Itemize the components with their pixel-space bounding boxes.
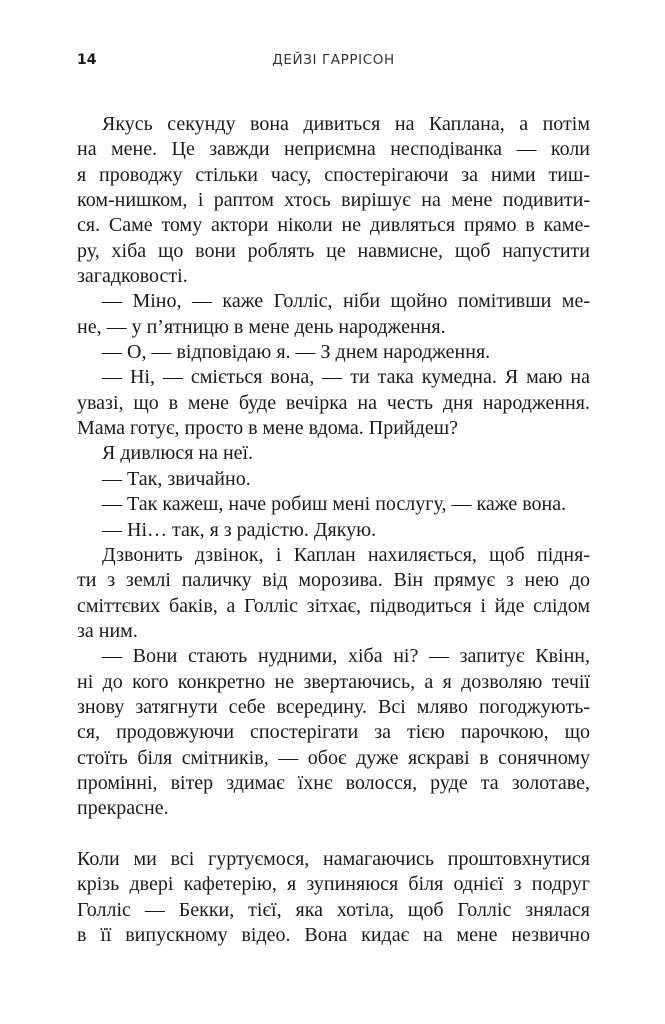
text-line: ся, продовжуючи спостерігати за тією парочкою, що: [77, 721, 590, 744]
text-line: Голліс — Бекки, тієї, яка хотіла, щоб Голліс знялася: [77, 898, 590, 921]
paragraph: [77, 644, 590, 821]
paragraph: [77, 518, 590, 543]
text-line: Я дивлюся на неї.: [102, 442, 254, 465]
paragraph: [77, 847, 590, 948]
text-line: не, — у п’ятницю в мене день народження.: [77, 315, 446, 338]
text-line: Дзвонить дзвінок, і Каплан нахиляється, щоб підня-: [102, 543, 590, 566]
text-line: — Вони стають нудними, хіба ні? — запитує Квінн,: [102, 645, 590, 668]
text-line: Коли ми всі гуртуємося, намагаючись проштовхнутися: [77, 847, 590, 870]
text-line: — Ні… так, я з радістю. Дякую.: [102, 518, 377, 541]
paragraph: [77, 289, 590, 340]
running-head: [77, 50, 590, 70]
text-line: промінні, вітер здимає їхнє волосся, руде та золотаве,: [77, 771, 590, 794]
text-line: сміттєвих баків, а Голліс зітхає, підводиться і йде слідом: [77, 594, 590, 617]
page-number: 14: [77, 52, 97, 68]
text-line: ти з землі паличку від морозива. Він прямує з нею до: [77, 569, 590, 592]
text-line: я проводжу стільки часу, спостерігаючи за ними тиш-: [77, 163, 590, 186]
text-line: стоїть біля смітників, — обоє дуже яскраві в сонячному: [77, 746, 590, 769]
paragraph: [77, 467, 590, 492]
paragraph: [77, 365, 590, 441]
text-line: ру, хіба що вони роблять це навмисне, щоб напустити: [77, 239, 590, 262]
paragraph: [77, 112, 590, 289]
text-line: — Так, звичайно.: [102, 467, 251, 490]
body-text: [77, 112, 590, 948]
text-line: — Міно, — каже Голліс, ніби щойно помітивши ме-: [102, 290, 590, 313]
text-line: ні до кого конкретно не звертаючись, а я дозволяю течії: [77, 670, 590, 693]
text-line: загадковості.: [77, 265, 188, 288]
paragraph: [77, 543, 590, 644]
text-line: за ним.: [77, 619, 138, 642]
text-line: увазі, що в мене буде вечірка на честь дня народження.: [77, 391, 590, 414]
text-line: Мама готує, просто в мене вдома. Прийдеш?: [77, 417, 458, 440]
running-head-author: ДЕЙЗІ ГАРРІСОН: [272, 52, 395, 68]
text-line: — О, — відповідаю я. — З днем народження.: [102, 341, 491, 364]
text-line: — Ні, — сміється вона, — ти така кумедна. Я маю на: [102, 366, 590, 389]
paragraph: [77, 441, 590, 466]
text-line: в її випускному відео. Вона кидає на мене незвично: [77, 924, 590, 946]
text-line: на мене. Це завжди неприємна несподіванка — коли: [77, 138, 590, 161]
text-line: ся. Саме тому актори ніколи не дивляться прямо в каме-: [77, 214, 590, 237]
text-line: Якусь секунду вона дивиться на Каплана, а потім: [102, 113, 590, 135]
paragraph: [77, 340, 590, 365]
text-line: ком-нишком, і раптом хтось вирішує на мене подивити-: [77, 189, 590, 212]
paragraph: [77, 492, 590, 517]
text-line: знову затягнути себе всередину. Всі мляво погоджують-: [77, 695, 590, 718]
text-line: крізь двері кафетерію, я зупиняюся біля однієї з подруг: [77, 873, 590, 896]
text-line: прекрасне.: [77, 797, 169, 820]
text-line: — Так кажеш, наче робиш мені послугу, — каже вона.: [102, 493, 567, 516]
